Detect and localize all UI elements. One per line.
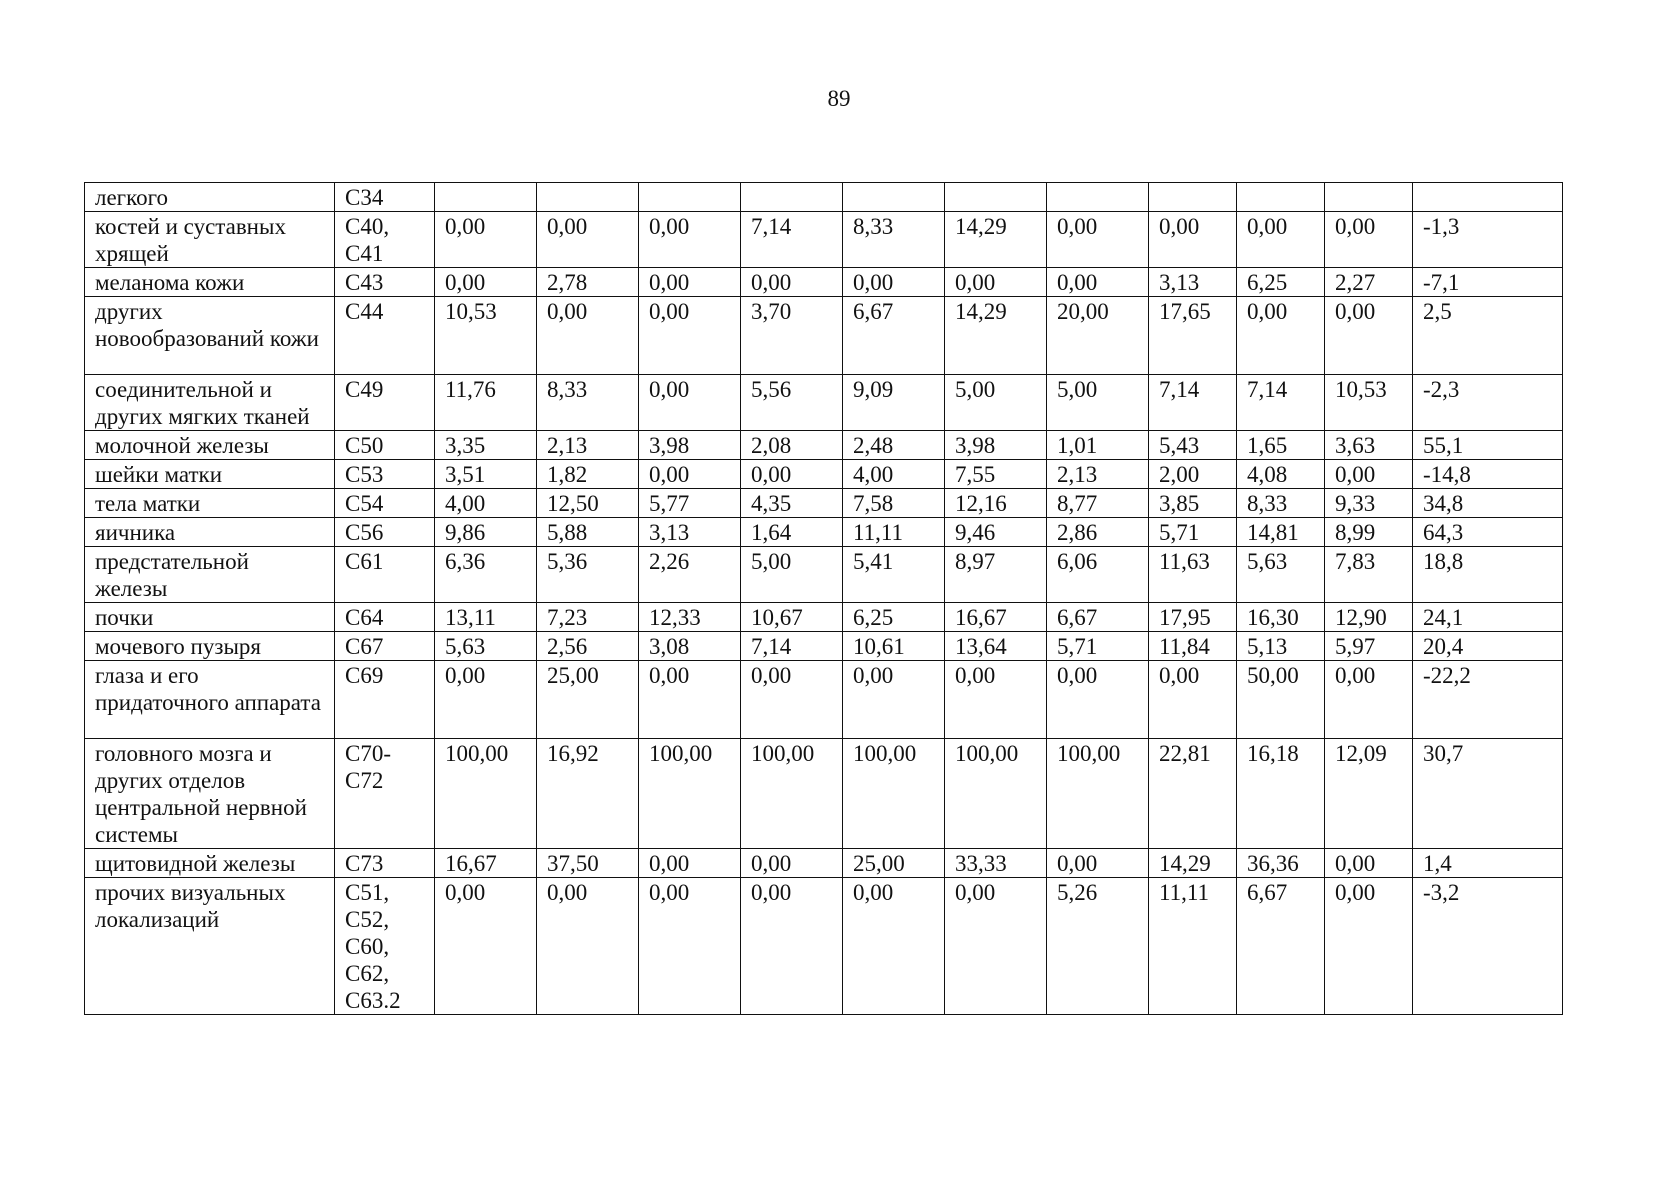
value-cell: 8,99 bbox=[1325, 518, 1413, 547]
value-cell: 6,25 bbox=[1237, 268, 1325, 297]
value-cell: 14,81 bbox=[1237, 518, 1325, 547]
value-cell: 7,14 bbox=[1149, 375, 1237, 431]
value-cell: 5,13 bbox=[1237, 632, 1325, 661]
value-cell: 6,25 bbox=[843, 603, 945, 632]
value-cell: 7,23 bbox=[537, 603, 639, 632]
value-cell: 3,70 bbox=[741, 297, 843, 375]
value-cell: 6,67 bbox=[1047, 603, 1149, 632]
value-cell: 100,00 bbox=[639, 739, 741, 849]
value-cell: 2,26 bbox=[639, 547, 741, 603]
localization-name-cell: яичника bbox=[85, 518, 335, 547]
value-cell: 100,00 bbox=[741, 739, 843, 849]
localization-name-cell: головного мозга и других отделов центральной нервной системы bbox=[85, 739, 335, 849]
table-row bbox=[85, 375, 1563, 431]
value-cell: 10,67 bbox=[741, 603, 843, 632]
table-row bbox=[85, 878, 1563, 1015]
value-cell: 0,00 bbox=[945, 661, 1047, 739]
value-cell: 0,00 bbox=[639, 661, 741, 739]
value-cell: 25,00 bbox=[843, 849, 945, 878]
value-cell: 37,50 bbox=[537, 849, 639, 878]
value-cell: 0,00 bbox=[1237, 297, 1325, 375]
change-value-cell: 55,1 bbox=[1413, 431, 1563, 460]
value-cell: 1,64 bbox=[741, 518, 843, 547]
localization-name-cell: молочной железы bbox=[85, 431, 335, 460]
value-cell: 12,90 bbox=[1325, 603, 1413, 632]
localization-name-cell: мочевого пузыря bbox=[85, 632, 335, 661]
change-value-cell: -1,3 bbox=[1413, 212, 1563, 268]
value-cell: 0,00 bbox=[639, 268, 741, 297]
change-value-cell: 34,8 bbox=[1413, 489, 1563, 518]
value-cell: 0,00 bbox=[1325, 849, 1413, 878]
value-cell: 9,86 bbox=[435, 518, 537, 547]
value-cell: 3,63 bbox=[1325, 431, 1413, 460]
value-cell: 12,16 bbox=[945, 489, 1047, 518]
value-cell: 12,09 bbox=[1325, 739, 1413, 849]
table-row bbox=[85, 661, 1563, 739]
value-cell: 5,41 bbox=[843, 547, 945, 603]
icd-code-cell: С50 bbox=[335, 431, 435, 460]
table-body bbox=[85, 183, 1563, 1015]
value-cell: 7,14 bbox=[741, 212, 843, 268]
value-cell: 9,46 bbox=[945, 518, 1047, 547]
localization-name-cell: шейки матки bbox=[85, 460, 335, 489]
value-cell: 0,00 bbox=[945, 268, 1047, 297]
change-value-cell: -14,8 bbox=[1413, 460, 1563, 489]
value-cell: 16,67 bbox=[435, 849, 537, 878]
value-cell: 2,86 bbox=[1047, 518, 1149, 547]
icd-code-cell: С40, С41 bbox=[335, 212, 435, 268]
value-cell: 0,00 bbox=[435, 212, 537, 268]
value-cell bbox=[1047, 183, 1149, 212]
value-cell bbox=[639, 183, 741, 212]
value-cell: 5,43 bbox=[1149, 431, 1237, 460]
value-cell: 0,00 bbox=[843, 268, 945, 297]
value-cell: 12,50 bbox=[537, 489, 639, 518]
icd-code-cell: С56 bbox=[335, 518, 435, 547]
value-cell: 100,00 bbox=[1047, 739, 1149, 849]
value-cell: 1,65 bbox=[1237, 431, 1325, 460]
value-cell: 5,00 bbox=[1047, 375, 1149, 431]
value-cell: 1,82 bbox=[537, 460, 639, 489]
value-cell: 0,00 bbox=[537, 297, 639, 375]
page-number: 89 bbox=[827, 86, 851, 111]
value-cell: 14,29 bbox=[1149, 849, 1237, 878]
value-cell: 0,00 bbox=[741, 661, 843, 739]
value-cell bbox=[843, 183, 945, 212]
value-cell: 5,00 bbox=[741, 547, 843, 603]
value-cell: 13,64 bbox=[945, 632, 1047, 661]
value-cell: 25,00 bbox=[537, 661, 639, 739]
value-cell: 0,00 bbox=[537, 878, 639, 1015]
table-row bbox=[85, 518, 1563, 547]
value-cell: 0,00 bbox=[639, 878, 741, 1015]
value-cell: 0,00 bbox=[741, 849, 843, 878]
value-cell: 17,65 bbox=[1149, 297, 1237, 375]
localization-name-cell: щитовидной железы bbox=[85, 849, 335, 878]
value-cell: 0,00 bbox=[1047, 268, 1149, 297]
value-cell: 100,00 bbox=[435, 739, 537, 849]
icd-code-cell: С43 bbox=[335, 268, 435, 297]
localization-name-cell: других новообразований кожи bbox=[85, 297, 335, 375]
value-cell: 5,71 bbox=[1149, 518, 1237, 547]
change-value-cell: 1,4 bbox=[1413, 849, 1563, 878]
statistics-table bbox=[84, 182, 1563, 1015]
value-cell: 7,83 bbox=[1325, 547, 1413, 603]
change-value-cell bbox=[1413, 183, 1563, 212]
change-value-cell: -7,1 bbox=[1413, 268, 1563, 297]
localization-name-cell: легкого bbox=[85, 183, 335, 212]
value-cell: 0,00 bbox=[435, 268, 537, 297]
value-cell: 7,55 bbox=[945, 460, 1047, 489]
value-cell: 9,09 bbox=[843, 375, 945, 431]
value-cell: 0,00 bbox=[435, 878, 537, 1015]
value-cell bbox=[741, 183, 843, 212]
value-cell: 100,00 bbox=[843, 739, 945, 849]
value-cell: 0,00 bbox=[639, 375, 741, 431]
value-cell: 5,88 bbox=[537, 518, 639, 547]
value-cell: 11,63 bbox=[1149, 547, 1237, 603]
value-cell: 8,97 bbox=[945, 547, 1047, 603]
value-cell: 2,48 bbox=[843, 431, 945, 460]
value-cell: 13,11 bbox=[435, 603, 537, 632]
icd-code-cell: С73 bbox=[335, 849, 435, 878]
value-cell: 11,84 bbox=[1149, 632, 1237, 661]
change-value-cell: 30,7 bbox=[1413, 739, 1563, 849]
value-cell: 0,00 bbox=[1325, 878, 1413, 1015]
value-cell: 7,14 bbox=[741, 632, 843, 661]
localization-name-cell: предстательной железы bbox=[85, 547, 335, 603]
value-cell: 4,00 bbox=[843, 460, 945, 489]
value-cell: 0,00 bbox=[639, 297, 741, 375]
value-cell: 5,77 bbox=[639, 489, 741, 518]
value-cell: 16,18 bbox=[1237, 739, 1325, 849]
value-cell: 0,00 bbox=[1047, 661, 1149, 739]
change-value-cell: 24,1 bbox=[1413, 603, 1563, 632]
value-cell: 2,78 bbox=[537, 268, 639, 297]
icd-code-cell: С70-С72 bbox=[335, 739, 435, 849]
value-cell: 33,33 bbox=[945, 849, 1047, 878]
value-cell: 10,53 bbox=[1325, 375, 1413, 431]
value-cell: 0,00 bbox=[1149, 212, 1237, 268]
icd-code-cell: С69 bbox=[335, 661, 435, 739]
value-cell: 2,08 bbox=[741, 431, 843, 460]
change-value-cell: -22,2 bbox=[1413, 661, 1563, 739]
value-cell: 4,35 bbox=[741, 489, 843, 518]
value-cell bbox=[1325, 183, 1413, 212]
value-cell: 0,00 bbox=[1325, 212, 1413, 268]
icd-code-cell: С44 bbox=[335, 297, 435, 375]
value-cell: 5,36 bbox=[537, 547, 639, 603]
icd-code-cell: С34 bbox=[335, 183, 435, 212]
table-row bbox=[85, 739, 1563, 849]
localization-name-cell: костей и суставных хрящей bbox=[85, 212, 335, 268]
icd-code-cell: С61 bbox=[335, 547, 435, 603]
value-cell bbox=[1237, 183, 1325, 212]
value-cell: 10,53 bbox=[435, 297, 537, 375]
value-cell: 8,77 bbox=[1047, 489, 1149, 518]
value-cell: 0,00 bbox=[537, 212, 639, 268]
value-cell: 2,56 bbox=[537, 632, 639, 661]
value-cell: 0,00 bbox=[639, 212, 741, 268]
value-cell: 2,13 bbox=[1047, 460, 1149, 489]
value-cell: 0,00 bbox=[1047, 212, 1149, 268]
value-cell: 5,26 bbox=[1047, 878, 1149, 1015]
change-value-cell: -3,2 bbox=[1413, 878, 1563, 1015]
icd-code-cell: С49 bbox=[335, 375, 435, 431]
value-cell: 100,00 bbox=[945, 739, 1047, 849]
value-cell: 16,30 bbox=[1237, 603, 1325, 632]
value-cell: 6,67 bbox=[843, 297, 945, 375]
value-cell: 3,13 bbox=[639, 518, 741, 547]
value-cell: 2,13 bbox=[537, 431, 639, 460]
icd-code-cell: С54 bbox=[335, 489, 435, 518]
value-cell: 2,00 bbox=[1149, 460, 1237, 489]
value-cell: 3,08 bbox=[639, 632, 741, 661]
value-cell: 7,58 bbox=[843, 489, 945, 518]
value-cell: 11,11 bbox=[843, 518, 945, 547]
value-cell: 11,76 bbox=[435, 375, 537, 431]
value-cell: 5,63 bbox=[435, 632, 537, 661]
table-row bbox=[85, 212, 1563, 268]
value-cell: 9,33 bbox=[1325, 489, 1413, 518]
localization-name-cell: меланома кожи bbox=[85, 268, 335, 297]
value-cell: 0,00 bbox=[945, 878, 1047, 1015]
value-cell: 7,14 bbox=[1237, 375, 1325, 431]
change-value-cell: 64,3 bbox=[1413, 518, 1563, 547]
value-cell: 3,98 bbox=[639, 431, 741, 460]
localization-name-cell: глаза и его придаточного аппарата bbox=[85, 661, 335, 739]
value-cell: 0,00 bbox=[1325, 297, 1413, 375]
table-row bbox=[85, 489, 1563, 518]
value-cell: 8,33 bbox=[537, 375, 639, 431]
icd-code-cell: С53 bbox=[335, 460, 435, 489]
value-cell: 12,33 bbox=[639, 603, 741, 632]
value-cell: 20,00 bbox=[1047, 297, 1149, 375]
value-cell: 0,00 bbox=[741, 460, 843, 489]
value-cell: 10,61 bbox=[843, 632, 945, 661]
table-row bbox=[85, 268, 1563, 297]
table-row bbox=[85, 632, 1563, 661]
localization-name-cell: тела матки bbox=[85, 489, 335, 518]
value-cell: 5,63 bbox=[1237, 547, 1325, 603]
icd-code-cell: С67 bbox=[335, 632, 435, 661]
value-cell: 5,71 bbox=[1047, 632, 1149, 661]
value-cell: 36,36 bbox=[1237, 849, 1325, 878]
table-row bbox=[85, 460, 1563, 489]
value-cell: 1,01 bbox=[1047, 431, 1149, 460]
value-cell: 17,95 bbox=[1149, 603, 1237, 632]
value-cell: 3,85 bbox=[1149, 489, 1237, 518]
table-row bbox=[85, 603, 1563, 632]
change-value-cell: 20,4 bbox=[1413, 632, 1563, 661]
value-cell: 22,81 bbox=[1149, 739, 1237, 849]
table-row bbox=[85, 183, 1563, 212]
value-cell: 3,35 bbox=[435, 431, 537, 460]
value-cell: 0,00 bbox=[639, 849, 741, 878]
icd-code-cell: С64 bbox=[335, 603, 435, 632]
value-cell: 50,00 bbox=[1237, 661, 1325, 739]
value-cell bbox=[435, 183, 537, 212]
value-cell: 0,00 bbox=[741, 878, 843, 1015]
value-cell: 6,67 bbox=[1237, 878, 1325, 1015]
value-cell: 3,51 bbox=[435, 460, 537, 489]
localization-name-cell: почки bbox=[85, 603, 335, 632]
value-cell: 11,11 bbox=[1149, 878, 1237, 1015]
change-value-cell: 2,5 bbox=[1413, 297, 1563, 375]
value-cell: 0,00 bbox=[1325, 460, 1413, 489]
value-cell: 0,00 bbox=[741, 268, 843, 297]
value-cell: 0,00 bbox=[639, 460, 741, 489]
table-row bbox=[85, 297, 1563, 375]
change-value-cell: 18,8 bbox=[1413, 547, 1563, 603]
value-cell: 0,00 bbox=[1237, 212, 1325, 268]
value-cell: 6,06 bbox=[1047, 547, 1149, 603]
value-cell: 3,13 bbox=[1149, 268, 1237, 297]
table-row bbox=[85, 849, 1563, 878]
value-cell: 0,00 bbox=[843, 878, 945, 1015]
value-cell: 5,00 bbox=[945, 375, 1047, 431]
table-row bbox=[85, 547, 1563, 603]
value-cell: 0,00 bbox=[1047, 849, 1149, 878]
value-cell: 6,36 bbox=[435, 547, 537, 603]
value-cell: 16,92 bbox=[537, 739, 639, 849]
value-cell: 0,00 bbox=[843, 661, 945, 739]
value-cell: 8,33 bbox=[1237, 489, 1325, 518]
value-cell bbox=[945, 183, 1047, 212]
change-value-cell: -2,3 bbox=[1413, 375, 1563, 431]
value-cell: 4,08 bbox=[1237, 460, 1325, 489]
value-cell: 8,33 bbox=[843, 212, 945, 268]
value-cell: 3,98 bbox=[945, 431, 1047, 460]
value-cell: 0,00 bbox=[1149, 661, 1237, 739]
value-cell: 14,29 bbox=[945, 212, 1047, 268]
localization-name-cell: прочих визуальных локализаций bbox=[85, 878, 335, 1015]
value-cell: 16,67 bbox=[945, 603, 1047, 632]
localization-name-cell: соединительной и других мягких тканей bbox=[85, 375, 335, 431]
value-cell: 0,00 bbox=[435, 661, 537, 739]
value-cell bbox=[537, 183, 639, 212]
value-cell: 14,29 bbox=[945, 297, 1047, 375]
value-cell: 5,56 bbox=[741, 375, 843, 431]
table-row bbox=[85, 431, 1563, 460]
value-cell: 0,00 bbox=[1325, 661, 1413, 739]
icd-code-cell: С51, С52, С60, С62, С63.2 bbox=[335, 878, 435, 1015]
value-cell: 5,97 bbox=[1325, 632, 1413, 661]
value-cell: 4,00 bbox=[435, 489, 537, 518]
value-cell bbox=[1149, 183, 1237, 212]
value-cell: 2,27 bbox=[1325, 268, 1413, 297]
